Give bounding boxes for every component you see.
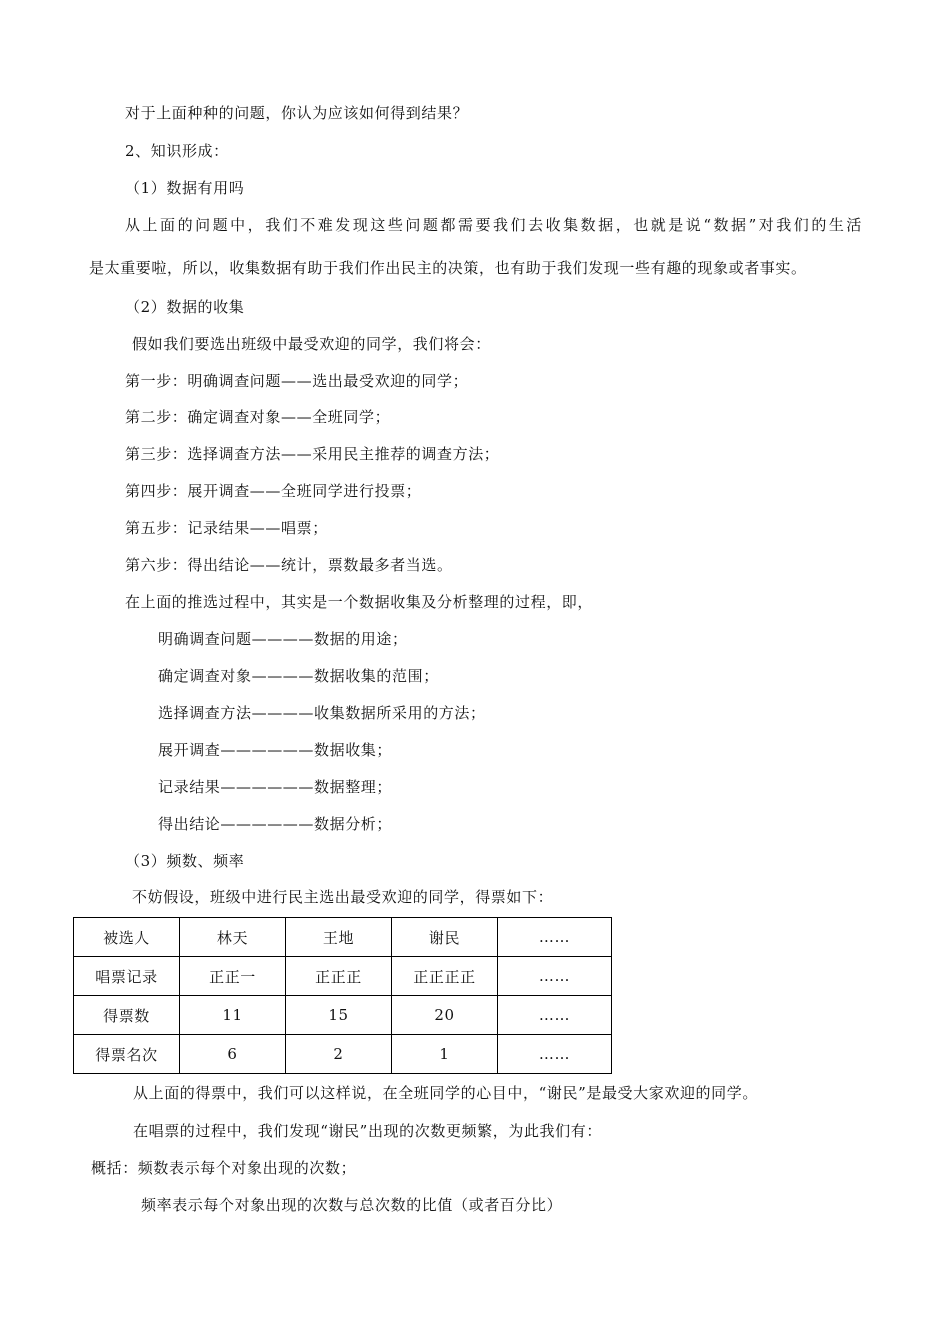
vote-table: [73, 917, 612, 1074]
table-cell: 正正正: [286, 957, 392, 996]
mapping-6: 得出结论——————数据分析；: [158, 815, 393, 833]
paragraph-suppose: 假如我们要选出班级中最受欢迎的同学，我们将会：: [132, 335, 491, 353]
table-cell: 王地: [286, 918, 392, 957]
paragraph-frequent: 在唱票的过程中，我们发现“谢民”出现的次数更频繁，为此我们有：: [133, 1122, 602, 1140]
table-cell: 2: [286, 1035, 392, 1074]
step-3: 第三步：选择调查方法——采用民主推荐的调查方法；: [125, 445, 500, 463]
step-5: 第五步：记录结果——唱票；: [125, 519, 328, 537]
table-cell: ……: [498, 957, 612, 996]
table-cell: 被选人: [74, 918, 180, 957]
candidates-row: [74, 918, 612, 957]
table-cell: 15: [286, 996, 392, 1035]
rank-row: [74, 1035, 612, 1074]
paragraph-process: 在上面的推选过程中，其实是一个数据收集及分析整理的过程，即，: [125, 593, 594, 611]
paragraph-vote-intro: 不妨假设，班级中进行民主选出最受欢迎的同学，得票如下：: [132, 888, 554, 906]
table-cell: 11: [180, 996, 286, 1035]
section-heading-knowledge: 2、知识形成：: [125, 142, 229, 160]
mapping-3: 选择调查方法————收集数据所采用的方法；: [158, 704, 486, 722]
table-cell: ……: [498, 918, 612, 957]
table-cell: 林天: [180, 918, 286, 957]
mapping-4: 展开调查——————数据收集；: [158, 741, 393, 759]
table-cell: ……: [498, 1035, 612, 1074]
subsection-title-data-collection: （2）数据的收集: [125, 298, 245, 316]
table-cell: 谢民: [392, 918, 498, 957]
mapping-5: 记录结果——————数据整理；: [158, 778, 393, 796]
table-cell: 1: [392, 1035, 498, 1074]
summary-frequency-rate: 频率表示每个对象出现的次数与总次数的比值（或者百分比）: [141, 1196, 563, 1214]
mapping-2: 确定调查对象————数据收集的范围；: [158, 667, 439, 685]
table-cell: ……: [498, 996, 612, 1035]
mapping-1: 明确调查问题————数据的用途；: [158, 630, 408, 648]
subsection-title-frequency: （3）频数、频率: [125, 852, 245, 870]
table-cell: 唱票记录: [74, 957, 180, 996]
table-cell: 正正一: [180, 957, 286, 996]
tally-row: [74, 957, 612, 996]
step-1: 第一步：明确调查问题——选出最受欢迎的同学；: [125, 372, 469, 390]
step-6: 第六步：得出结论——统计，票数最多者当选。: [125, 556, 453, 574]
summary-frequency-count: 概括：频数表示每个对象出现的次数；: [91, 1159, 357, 1177]
paragraph-data-importance-line1: 从上面的问题中，我们不难发现这些问题都需要我们去收集数据，也就是说“数据”对我们的生活: [125, 216, 862, 234]
vote-count-row: [74, 996, 612, 1035]
question-line: 对于上面种种的问题，你认为应该如何得到结果？: [125, 104, 469, 122]
paragraph-vote-conclusion: 从上面的得票中，我们可以这样说，在全班同学的心目中，“谢民”是最受大家欢迎的同学。: [133, 1084, 758, 1102]
paragraph-data-importance-line2: 是太重要啦，所以，收集数据有助于我们作出民主的决策，也有助于我们发现一些有趣的现象或者事实。: [89, 259, 807, 277]
table-cell: 20: [392, 996, 498, 1035]
subsection-title-data-useful: （1）数据有用吗: [125, 179, 245, 197]
step-2: 第二步：确定调查对象——全班同学；: [125, 408, 391, 426]
table-cell: 正正正正: [392, 957, 498, 996]
table-cell: 得票名次: [74, 1035, 180, 1074]
table-cell: 6: [180, 1035, 286, 1074]
step-4: 第四步：展开调查——全班同学进行投票；: [125, 482, 422, 500]
table-cell: 得票数: [74, 996, 180, 1035]
